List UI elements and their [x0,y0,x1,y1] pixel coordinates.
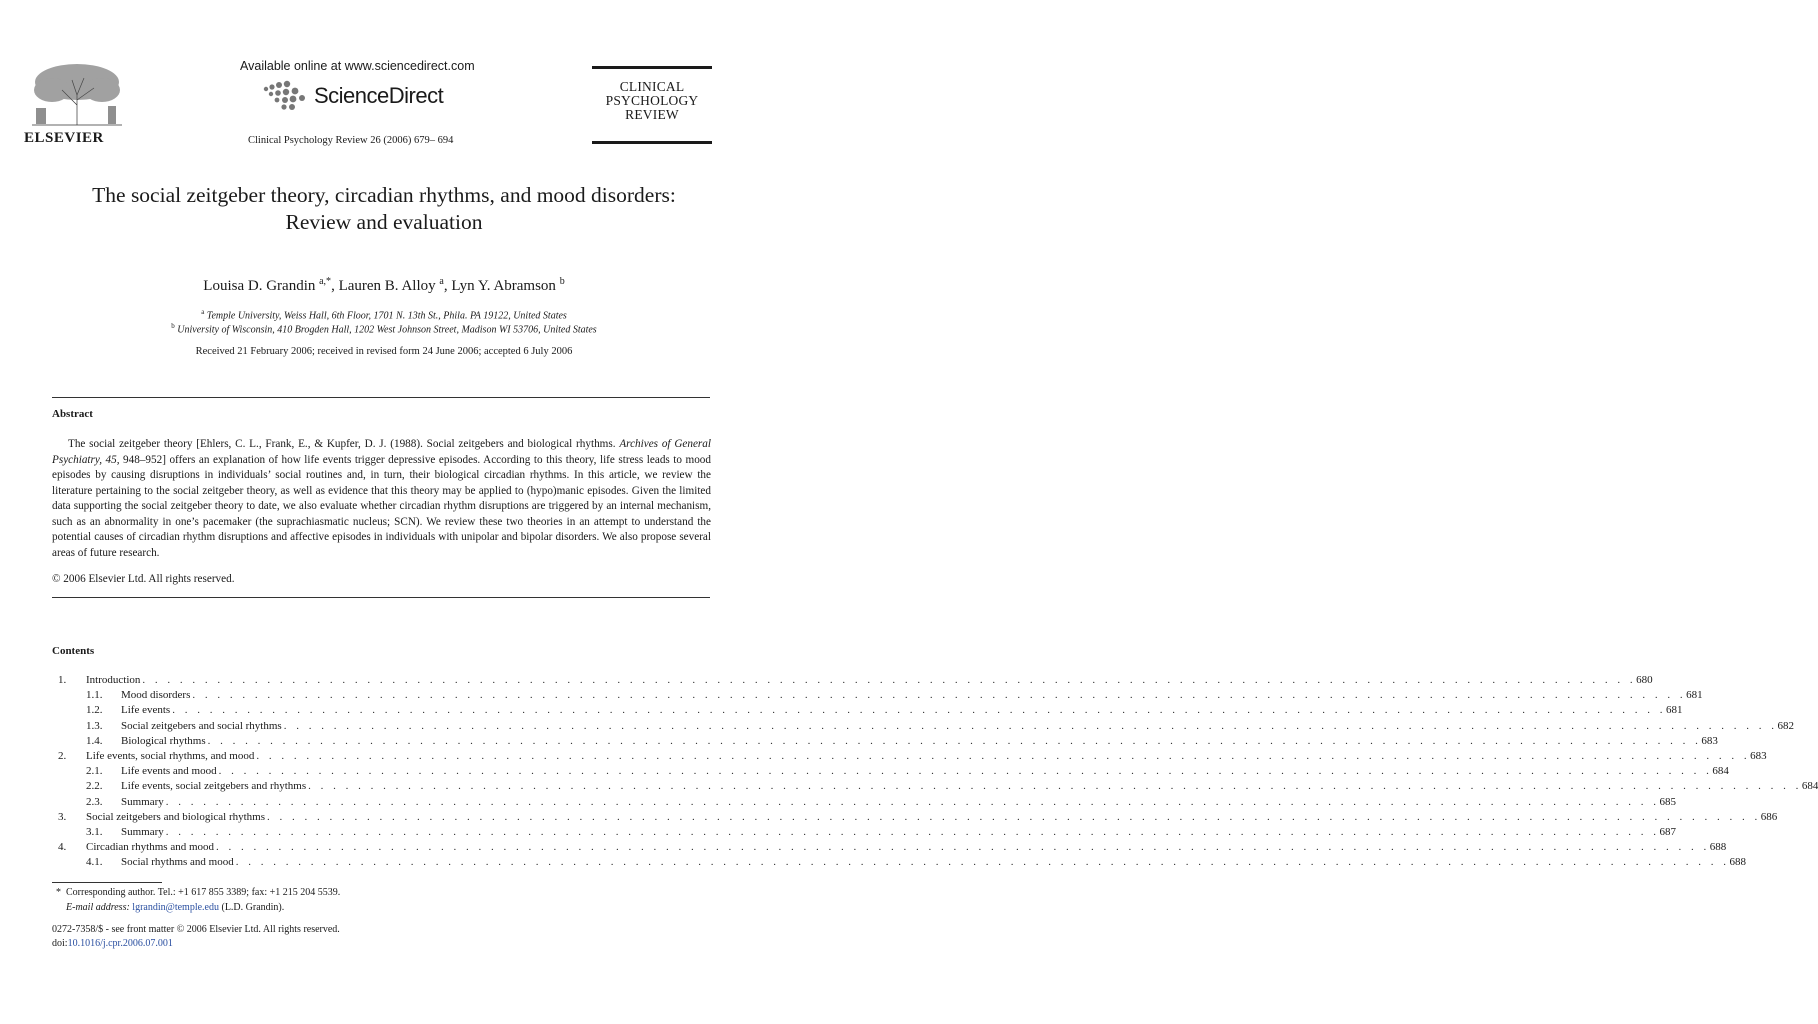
email-label: E-mail address: [66,902,130,913]
toc-leader-dots: . . . . . . . . . . . . . . . . . . . . . . . . . . . . . . . . . . . . . . . . . . . . . . . . . . . . . . . . . . . . . . . . . . . . . . . . . . . . . . . . . . . . . . . . . . . . . . . . . . . . . . . . . . . . . . . . . . . . . . . . [216,841,1710,854]
author-separator: , [443,278,452,294]
toc-leader-dots: . . . . . . . . . . . . . . . . . . . . . . . . . . . . . . . . . . . . . . . . . . . . . . . . . . . . . . . . . . . . . . . . . . . . . . . . . . . . . . . . . . . . . . . . . . . . . . . . . . . . . . . . . . . . . . . . . . . . . . . . [207,734,1702,747]
toc-leader-dots: . . . . . . . . . . . . . . . . . . . . . . . . . . . . . . . . . . . . . . . . . . . . . . . . . . . . . . . . . . . . . . . . . . . . . . . . . . . . . . . . . . . . . . . . . . . . . . . . . . . . . . . . . . . . . . . . . . . . . . . . [283,719,1778,732]
copyright-notice: © 2006 Elsevier Ltd. All rights reserved. [52,573,235,585]
toc-number: 2. [58,749,67,762]
toc-number: 3.1. [86,825,103,838]
sciencedirect-wordmark: ScienceDirect [314,83,444,108]
toc-leader-dots: . . . . . . . . . . . . . . . . . . . . . . . . . . . . . . . . . . . . . . . . . . . . . . . . . . . . . . . . . . . . . . . . . . . . . . . . . . . . . . . . . . . . . . . . . . . . . . . . . . . . . . . . . . . . . . . . . . . . . . . . [192,689,1687,702]
toc-entry[interactable] [52,734,1718,749]
toc-leader-dots: . . . . . . . . . . . . . . . . . . . . . . . . . . . . . . . . . . . . . . . . . . . . . . . . . . . . . . . . . . . . . . . . . . . . . . . . . . . . . . . . . . . . . . . . . . . . . . . . . . . . . . . . . . . . . . . . . . . . . . . . [218,765,1713,778]
abstract-journal-citation: Archives of General Psychiatry, 45, [52,438,711,466]
toc-number: 1.3. [86,719,103,732]
toc-page-number: 680 [1636,674,1653,686]
contents-heading: Contents [52,645,95,657]
toc-entry[interactable] [52,703,1683,718]
toc-label: Social rhythms and mood [121,855,236,870]
toc-number: 2.1. [86,765,103,778]
toc-leader-dots: . . . . . . . . . . . . . . . . . . . . . . . . . . . . . . . . . . . . . . . . . . . . . . . . . . . . . . . . . . . . . . . . . . . . . . . . . . . . . . . . . . . . . . . . . . . . . . . . . . . . . . . . . . . . . . . . . . . . . . . . [172,704,1666,717]
toc-entry[interactable] [52,810,1778,825]
author-mark[interactable]: b [559,276,565,287]
affiliation-text: Temple University, Weiss Hall, 6th Floor, 1701 N. 13th St., Phila. PA 19122, United States [206,310,567,322]
toc-label: Life events [121,703,172,718]
toc-label: Mood disorders [121,688,192,703]
toc-leader-dots: . . . . . . . . . . . . . . . . . . . . . . . . . . . . . . . . . . . . . . . . . . . . . . . . . . . . . . . . . . . . . . . . . . . . . . . . . . . . . . . . . . . . . . . . . . . . . . . . . . . . . . . . . . . . . . . . . . . . . . . . [256,749,1751,762]
title-line: Review and evaluation [285,210,483,234]
sciencedirect-logo[interactable] [262,78,443,114]
toc-label: Life events and mood [121,764,219,779]
toc-page-number: 681 [1665,704,1683,717]
email-link[interactable]: lgrandin@temple.edu [132,902,219,913]
toc-leader-dots: . . . . . . . . . . . . . . . . . . . . . . . . . . . . . . . . . . . . . . . . . . . . . . . . . . . . . . . . . . . . . . . . . . . . . . . . . . . . . . . . . . . . . . . . . . . . . . . . . . . . . . . . . . . . . . . . . . . . . . . . [142,674,1637,686]
toc-label: Summary [121,825,166,840]
footnote-mark: * [56,887,61,898]
email-footnote [66,902,284,913]
journal-logo-rule-top [592,66,712,69]
toc-number: 2.2. [86,780,103,793]
toc-page-number: 688 [1709,841,1727,854]
toc-number: 4.1. [86,856,103,869]
abstract-heading: Abstract [52,408,93,420]
toc-number: 4. [58,841,67,854]
received-dates: Received 21 February 2006; received in revised form 24 June 2006; accepted 6 July 2006 [195,346,573,357]
journal-logo-line: CLINICAL [619,79,685,94]
footnote-divider [52,882,162,883]
issn-line: 0272-7358/$ - see front matter © 2006 Elsevier Ltd. All rights reserved. [52,924,340,935]
toc-leader-dots: . . . . . . . . . . . . . . . . . . . . . . . . . . . . . . . . . . . . . . . . . . . . . . . . . . . . . . . . . . . . . . . . . . . . . . . . . . . . . . . . . . . . . . . . . . . . . . . . . . . . . . . . . . . . . . . . . . . . . . . . [267,810,1761,823]
affiliation [0,322,768,335]
toc-entry[interactable] [52,764,1729,779]
author-separator: , [331,278,339,294]
toc-label: Summary [121,795,166,810]
toc-label: Social zeitgebers and social rhythms [121,719,284,734]
journal-logo-rule-bottom [592,141,712,144]
toc-page-number: 683 [1750,749,1767,762]
abstract-text: 948–952] offers an explanation of how life events trigger depressive episodes. According to this theory, life stress leads to mood episodes by causing disruptions in individuals’ social routines and, in turn, their biological circadian rhythms. In this article, we review the literature pertaining to the social zeitgeber theory, as well as evidence that this theory may be applied to (hypo)manic episodes. Given the limited data supporting the social zeitgeber theory to date, we also evaluate whether circadian rhythm disruptions are triggered by an internal mechanism, such as an abnormality in one’s pacemaker (the suprachiasmatic nucleus; SCN). We review these two theories in an attempt to understand the potential causes of circadian rhythm disruptions and affective episodes in individuals with unipolar and bipolar disorders. We also propose several areas of future research. [52,453,711,559]
doi-line [52,938,173,949]
affiliation-mark: b [171,322,175,330]
toc-page-number: 687 [1659,825,1677,838]
toc-entry[interactable] [52,673,1653,688]
footnote-text: Corresponding author. Tel.: +1 617 855 3389; fax: +1 215 204 5539. [66,887,341,898]
toc-leader-dots: . . . . . . . . . . . . . . . . . . . . . . . . . . . . . . . . . . . . . . . . . . . . . . . . . . . . . . . . . . . . . . . . . . . . . . . . . . . . . . . . . . . . . . . . . . . . . . . . . . . . . . . . . . . . . . . . . . . . . . . . [308,780,1802,793]
table-of-contents [52,673,1818,870]
toc-entry[interactable] [52,825,1677,840]
author-mark[interactable]: a,* [319,276,332,287]
toc-page-number: 686 [1760,810,1778,823]
toc-leader-dots: . . . . . . . . . . . . . . . . . . . . . . . . . . . . . . . . . . . . . . . . . . . . . . . . . . . . . . . . . . . . . . . . . . . . . . . . . . . . . . . . . . . . . . . . . . . . . . . . . . . . . . . . . . . . . . . . . . . . . . . . [165,795,1660,808]
journal-reference: Clinical Psychology Review 26 (2006) 679– 694 [248,135,454,146]
doi-prefix: doi: [52,938,68,949]
toc-entry[interactable] [52,779,1818,794]
article-title [40,182,728,236]
toc-page-number: 681 [1686,689,1703,702]
author-name[interactable]: Louisa D. Grandin [203,278,316,294]
divider [52,597,710,598]
toc-number: 1.2. [86,704,103,717]
author-mark[interactable]: a [439,276,444,287]
doi-link[interactable]: 10.1016/j.cpr.2006.07.001 [67,938,173,949]
author-name[interactable]: Lauren B. Alloy [338,278,436,294]
toc-number: 1.1. [86,689,103,702]
toc-entry[interactable] [52,795,1677,810]
toc-number: 1.4. [86,734,103,747]
toc-number: 1. [58,674,67,686]
toc-page-number: 684 [1712,765,1729,778]
toc-label: Social zeitgebers and biological rhythms [86,810,267,825]
journal-logo-line: PSYCHOLOGY [605,93,699,108]
journal-logo-line: REVIEW [625,107,679,122]
title-line: The social zeitgeber theory, circadian rhythms, and mood disorders: [92,183,676,207]
toc-entry[interactable] [52,855,1746,870]
toc-label: Introduction [86,673,142,688]
toc-label: Circadian rhythms and mood [86,840,216,855]
toc-page-number: 684 [1801,780,1818,793]
toc-page-number: 685 [1659,795,1677,808]
toc-entry[interactable] [52,719,1794,734]
affiliation [0,308,768,321]
toc-label: Life events, social rhythms, and mood [86,749,256,764]
abstract-text: The social zeitgeber theory [Ehlers, C. L., Frank, E., & Kupfer, D. J. (1988). Social zeitgebers and biological rhythms. [68,438,620,450]
toc-leader-dots: . . . . . . . . . . . . . . . . . . . . . . . . . . . . . . . . . . . . . . . . . . . . . . . . . . . . . . . . . . . . . . . . . . . . . . . . . . . . . . . . . . . . . . . . . . . . . . . . . . . . . . . . . . . . . . . . . . . . . . . . [165,825,1660,838]
toc-leader-dots: . . . . . . . . . . . . . . . . . . . . . . . . . . . . . . . . . . . . . . . . . . . . . . . . . . . . . . . . . . . . . . . . . . . . . . . . . . . . . . . . . . . . . . . . . . . . . . . . . . . . . . . . . . . . . . . . . . . . . . . . [235,856,1730,869]
publisher-name: ELSEVIER [24,130,104,146]
toc-label: Life events, social zeitgebers and rhythms [121,779,308,794]
toc-entry[interactable] [52,840,1727,855]
toc-page-number: 682 [1777,719,1794,732]
corresponding-author-footnote [56,887,340,898]
email-suffix: (L.D. Grandin). [218,902,285,913]
abstract-body [52,437,711,561]
toc-page-number: 688 [1729,856,1746,869]
divider [52,397,710,398]
affiliation-text: University of Wisconsin, 410 Brogden Hall, 1202 West Johnson Street, Madison WI 53706, United States [177,324,597,336]
toc-entry[interactable] [52,749,1767,764]
available-online-text[interactable]: Available online at www.sciencedirect.com [240,59,475,73]
toc-number: 2.3. [86,795,103,808]
affiliation-mark: a [201,308,205,316]
toc-entry[interactable] [52,688,1703,703]
journal-logo [592,66,712,144]
toc-label: Biological rhythms [121,734,208,749]
author-name[interactable]: Lyn Y. Abramson [451,278,556,294]
sciencedirect-dots-icon [262,79,306,113]
toc-number: 3. [58,810,67,823]
toc-page-number: 683 [1701,734,1718,747]
author-list [0,276,768,295]
